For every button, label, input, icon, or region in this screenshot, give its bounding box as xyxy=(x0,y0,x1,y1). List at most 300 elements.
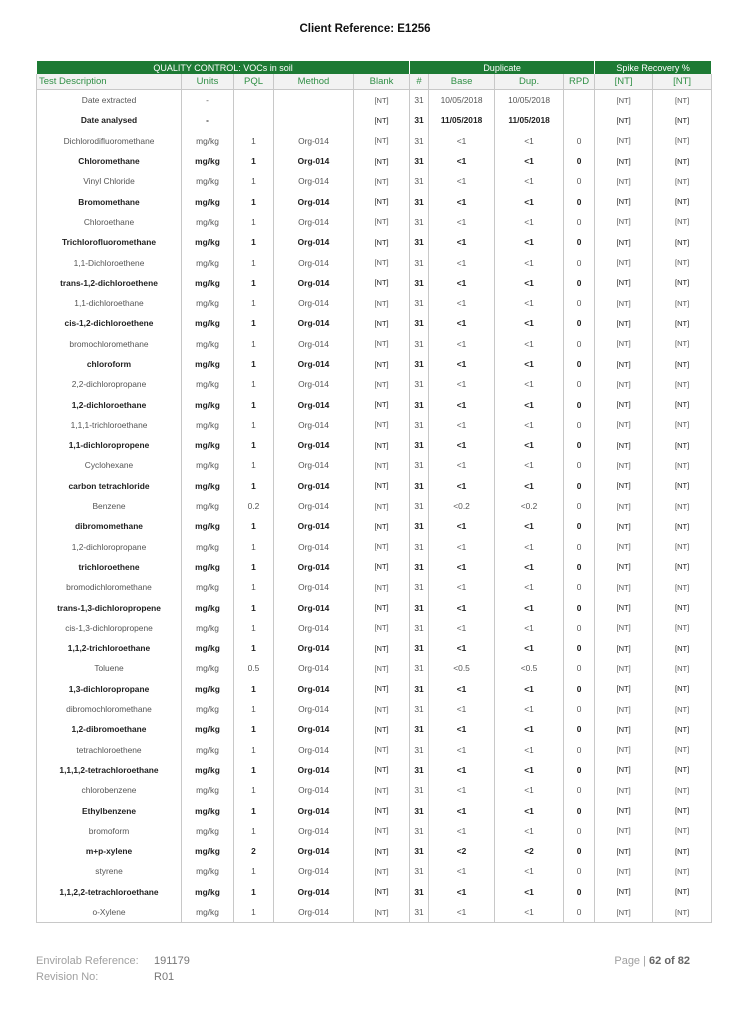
cell-spike-nt-1: [NT] xyxy=(595,679,653,699)
table-row xyxy=(37,110,712,130)
cell-pql: 1 xyxy=(234,273,274,293)
cell-blank: [NT] xyxy=(354,212,410,232)
cell-blank: [NT] xyxy=(354,658,410,678)
cell-method: Org-014 xyxy=(274,800,354,820)
table-row xyxy=(37,516,712,536)
cell-rpd: 0 xyxy=(564,719,595,739)
cell-spike-nt-1: [NT] xyxy=(595,313,653,333)
cell-pql: 1 xyxy=(234,699,274,719)
cell-blank: [NT] xyxy=(354,618,410,638)
cell-test-description: chlorobenzene xyxy=(37,780,182,800)
cell-rpd: 0 xyxy=(564,679,595,699)
cell-sample-number: 31 xyxy=(410,354,429,374)
cell-spike-nt-2: [NT] xyxy=(653,577,712,597)
cell-base: <1 xyxy=(429,273,495,293)
cell-spike-nt-2: [NT] xyxy=(653,252,712,272)
cell-spike-nt-2: [NT] xyxy=(653,740,712,760)
column-header-spike-nt-2: [NT] xyxy=(653,74,712,90)
cell-method: Org-014 xyxy=(274,902,354,923)
cell-dup: <1 xyxy=(495,273,564,293)
cell-method: Org-014 xyxy=(274,354,354,374)
cell-rpd: 0 xyxy=(564,273,595,293)
cell-dup: <2 xyxy=(495,841,564,861)
cell-pql: 1 xyxy=(234,760,274,780)
cell-rpd: 0 xyxy=(564,293,595,313)
cell-sample-number: 31 xyxy=(410,110,429,130)
column-header-base: Base xyxy=(429,74,495,90)
cell-rpd: 0 xyxy=(564,638,595,658)
cell-base: <2 xyxy=(429,841,495,861)
cell-method: Org-014 xyxy=(274,861,354,881)
table-row xyxy=(37,131,712,151)
cell-units: mg/kg xyxy=(182,516,234,536)
cell-pql: 1 xyxy=(234,861,274,881)
cell-units: mg/kg xyxy=(182,334,234,354)
cell-sample-number: 31 xyxy=(410,841,429,861)
cell-units: mg/kg xyxy=(182,476,234,496)
cell-blank: [NT] xyxy=(354,313,410,333)
table-row xyxy=(37,435,712,455)
cell-method: Org-014 xyxy=(274,882,354,902)
cell-test-description: 2,2-dichloropropane xyxy=(37,374,182,394)
cell-spike-nt-1: [NT] xyxy=(595,232,653,252)
cell-blank: [NT] xyxy=(354,800,410,820)
cell-base: <1 xyxy=(429,374,495,394)
cell-spike-nt-2: [NT] xyxy=(653,821,712,841)
cell-dup: <1 xyxy=(495,212,564,232)
cell-spike-nt-2: [NT] xyxy=(653,719,712,739)
cell-units: mg/kg xyxy=(182,882,234,902)
cell-test-description: cis-1,3-dichloropropene xyxy=(37,618,182,638)
cell-dup: <1 xyxy=(495,334,564,354)
cell-test-description: m+p-xylene xyxy=(37,841,182,861)
cell-method: Org-014 xyxy=(274,415,354,435)
table-row xyxy=(37,252,712,272)
cell-pql: 0.5 xyxy=(234,658,274,678)
cell-test-description: 1,3-dichloropropane xyxy=(37,679,182,699)
cell-dup: <1 xyxy=(495,537,564,557)
cell-spike-nt-2: [NT] xyxy=(653,841,712,861)
cell-blank: [NT] xyxy=(354,90,410,111)
spike-group-header: Spike Recovery % xyxy=(595,61,712,74)
cell-spike-nt-2: [NT] xyxy=(653,800,712,820)
cell-blank: [NT] xyxy=(354,679,410,699)
cell-units: mg/kg xyxy=(182,354,234,374)
cell-blank: [NT] xyxy=(354,597,410,617)
cell-units: mg/kg xyxy=(182,374,234,394)
cell-pql: 1 xyxy=(234,577,274,597)
cell-sample-number: 31 xyxy=(410,435,429,455)
cell-sample-number: 31 xyxy=(410,151,429,171)
cell-units: mg/kg xyxy=(182,699,234,719)
cell-dup: 10/05/2018 xyxy=(495,90,564,111)
cell-spike-nt-1: [NT] xyxy=(595,821,653,841)
cell-spike-nt-2: [NT] xyxy=(653,151,712,171)
cell-rpd: 0 xyxy=(564,780,595,800)
cell-sample-number: 31 xyxy=(410,394,429,414)
table-row xyxy=(37,90,712,111)
cell-spike-nt-2: [NT] xyxy=(653,212,712,232)
cell-pql: 1 xyxy=(234,618,274,638)
cell-method: Org-014 xyxy=(274,557,354,577)
cell-units: mg/kg xyxy=(182,191,234,211)
cell-pql: 1 xyxy=(234,191,274,211)
cell-rpd: 0 xyxy=(564,841,595,861)
cell-test-description: Chloromethane xyxy=(37,151,182,171)
cell-pql: 1 xyxy=(234,131,274,151)
cell-spike-nt-1: [NT] xyxy=(595,131,653,151)
cell-test-description: Vinyl Chloride xyxy=(37,171,182,191)
cell-dup: <0.5 xyxy=(495,658,564,678)
cell-spike-nt-1: [NT] xyxy=(595,455,653,475)
cell-sample-number: 31 xyxy=(410,638,429,658)
cell-method: Org-014 xyxy=(274,374,354,394)
cell-spike-nt-2: [NT] xyxy=(653,597,712,617)
cell-rpd: 0 xyxy=(564,861,595,881)
cell-spike-nt-1: [NT] xyxy=(595,638,653,658)
table-row xyxy=(37,476,712,496)
cell-test-description: cis-1,2-dichloroethene xyxy=(37,313,182,333)
table-row xyxy=(37,557,712,577)
cell-base: <1 xyxy=(429,212,495,232)
table-row xyxy=(37,577,712,597)
cell-sample-number: 31 xyxy=(410,679,429,699)
cell-dup: <1 xyxy=(495,435,564,455)
cell-blank: [NT] xyxy=(354,476,410,496)
table-row xyxy=(37,374,712,394)
column-header-rpd: RPD xyxy=(564,74,595,90)
cell-sample-number: 31 xyxy=(410,760,429,780)
cell-blank: [NT] xyxy=(354,841,410,861)
cell-method: Org-014 xyxy=(274,435,354,455)
cell-spike-nt-1: [NT] xyxy=(595,415,653,435)
cell-rpd: 0 xyxy=(564,374,595,394)
cell-pql: 1 xyxy=(234,679,274,699)
cell-units: mg/kg xyxy=(182,415,234,435)
cell-sample-number: 31 xyxy=(410,90,429,111)
cell-units: mg/kg xyxy=(182,679,234,699)
cell-method: Org-014 xyxy=(274,131,354,151)
cell-test-description: bromoform xyxy=(37,821,182,841)
revision-label: Revision No: xyxy=(36,971,99,983)
cell-spike-nt-1: [NT] xyxy=(595,354,653,374)
column-header-pql: PQL xyxy=(234,74,274,90)
cell-dup: <1 xyxy=(495,699,564,719)
cell-rpd: 0 xyxy=(564,232,595,252)
cell-spike-nt-2: [NT] xyxy=(653,699,712,719)
cell-base: <1 xyxy=(429,151,495,171)
table-row xyxy=(37,273,712,293)
cell-sample-number: 31 xyxy=(410,658,429,678)
cell-spike-nt-2: [NT] xyxy=(653,415,712,435)
cell-base: <1 xyxy=(429,760,495,780)
cell-blank: [NT] xyxy=(354,273,410,293)
cell-test-description: Chloroethane xyxy=(37,212,182,232)
cell-pql: 1 xyxy=(234,882,274,902)
cell-base: <1 xyxy=(429,394,495,414)
cell-sample-number: 31 xyxy=(410,719,429,739)
cell-spike-nt-2: [NT] xyxy=(653,537,712,557)
cell-sample-number: 31 xyxy=(410,516,429,536)
cell-base: <1 xyxy=(429,252,495,272)
table-row xyxy=(37,191,712,211)
cell-spike-nt-2: [NT] xyxy=(653,435,712,455)
cell-sample-number: 31 xyxy=(410,597,429,617)
cell-dup: <1 xyxy=(495,557,564,577)
cell-dup: <1 xyxy=(495,131,564,151)
cell-test-description: Date analysed xyxy=(37,110,182,130)
cell-spike-nt-2: [NT] xyxy=(653,354,712,374)
cell-rpd: 0 xyxy=(564,313,595,333)
cell-units: mg/kg xyxy=(182,658,234,678)
cell-rpd: 0 xyxy=(564,577,595,597)
cell-blank: [NT] xyxy=(354,394,410,414)
cell-base: <1 xyxy=(429,293,495,313)
cell-pql: 1 xyxy=(234,638,274,658)
cell-test-description: chloroform xyxy=(37,354,182,374)
client-reference: Client Reference: E1256 xyxy=(299,23,431,35)
cell-dup: <1 xyxy=(495,191,564,211)
table-row xyxy=(37,415,712,435)
cell-base: <1 xyxy=(429,719,495,739)
cell-dup: <1 xyxy=(495,618,564,638)
cell-sample-number: 31 xyxy=(410,740,429,760)
cell-pql xyxy=(234,90,274,111)
cell-test-description: o-Xylene xyxy=(37,902,182,923)
cell-sample-number: 31 xyxy=(410,476,429,496)
cell-method: Org-014 xyxy=(274,821,354,841)
cell-rpd xyxy=(564,90,595,111)
cell-pql: 1 xyxy=(234,415,274,435)
cell-rpd: 0 xyxy=(564,476,595,496)
cell-sample-number: 31 xyxy=(410,212,429,232)
page-prefix: Page | xyxy=(614,955,646,967)
cell-sample-number: 31 xyxy=(410,699,429,719)
cell-method: Org-014 xyxy=(274,780,354,800)
cell-dup: <1 xyxy=(495,760,564,780)
cell-units: mg/kg xyxy=(182,902,234,923)
cell-sample-number: 31 xyxy=(410,537,429,557)
cell-units: - xyxy=(182,90,234,111)
cell-method: Org-014 xyxy=(274,273,354,293)
cell-sample-number: 31 xyxy=(410,131,429,151)
cell-pql: 1 xyxy=(234,354,274,374)
cell-sample-number: 31 xyxy=(410,902,429,923)
cell-dup: <1 xyxy=(495,394,564,414)
cell-test-description: 1,2-dichloroethane xyxy=(37,394,182,414)
cell-spike-nt-1: [NT] xyxy=(595,861,653,881)
cell-rpd: 0 xyxy=(564,151,595,171)
table-row xyxy=(37,293,712,313)
cell-sample-number: 31 xyxy=(410,455,429,475)
cell-dup: <1 xyxy=(495,719,564,739)
cell-rpd: 0 xyxy=(564,252,595,272)
cell-method: Org-014 xyxy=(274,841,354,861)
cell-spike-nt-2: [NT] xyxy=(653,394,712,414)
cell-dup: <1 xyxy=(495,374,564,394)
cell-blank: [NT] xyxy=(354,882,410,902)
column-header-method: Method xyxy=(274,74,354,90)
cell-spike-nt-2: [NT] xyxy=(653,374,712,394)
cell-method: Org-014 xyxy=(274,760,354,780)
cell-pql: 0.2 xyxy=(234,496,274,516)
cell-spike-nt-2: [NT] xyxy=(653,658,712,678)
cell-dup: <1 xyxy=(495,232,564,252)
column-header-units: Units xyxy=(182,74,234,90)
table-row xyxy=(37,740,712,760)
cell-rpd: 0 xyxy=(564,537,595,557)
cell-spike-nt-1: [NT] xyxy=(595,841,653,861)
cell-base: <1 xyxy=(429,455,495,475)
cell-method: Org-014 xyxy=(274,516,354,536)
cell-blank: [NT] xyxy=(354,577,410,597)
cell-spike-nt-2: [NT] xyxy=(653,476,712,496)
cell-sample-number: 31 xyxy=(410,334,429,354)
cell-pql: 1 xyxy=(234,537,274,557)
cell-dup: <1 xyxy=(495,821,564,841)
cell-spike-nt-1: [NT] xyxy=(595,334,653,354)
cell-blank: [NT] xyxy=(354,821,410,841)
cell-test-description: Bromomethane xyxy=(37,191,182,211)
column-header-dup: Dup. xyxy=(495,74,564,90)
page-value: 62 of 82 xyxy=(649,955,690,967)
cell-blank: [NT] xyxy=(354,760,410,780)
table-row xyxy=(37,618,712,638)
cell-spike-nt-2: [NT] xyxy=(653,780,712,800)
cell-units: mg/kg xyxy=(182,780,234,800)
cell-base: <1 xyxy=(429,313,495,333)
table-row xyxy=(37,861,712,881)
footer xyxy=(36,953,190,985)
cell-sample-number: 31 xyxy=(410,415,429,435)
cell-sample-number: 31 xyxy=(410,861,429,881)
cell-rpd: 0 xyxy=(564,212,595,232)
cell-units: mg/kg xyxy=(182,273,234,293)
cell-rpd: 0 xyxy=(564,435,595,455)
cell-blank: [NT] xyxy=(354,415,410,435)
cell-spike-nt-2: [NT] xyxy=(653,90,712,111)
cell-dup: <1 xyxy=(495,780,564,800)
cell-rpd: 0 xyxy=(564,821,595,841)
page-number xyxy=(614,955,690,967)
cell-sample-number: 31 xyxy=(410,293,429,313)
cell-pql: 2 xyxy=(234,841,274,861)
cell-blank: [NT] xyxy=(354,699,410,719)
cell-base: <1 xyxy=(429,334,495,354)
cell-blank: [NT] xyxy=(354,638,410,658)
cell-method: Org-014 xyxy=(274,719,354,739)
cell-units: mg/kg xyxy=(182,821,234,841)
cell-pql: 1 xyxy=(234,455,274,475)
cell-base: <1 xyxy=(429,131,495,151)
cell-blank: [NT] xyxy=(354,252,410,272)
cell-spike-nt-2: [NT] xyxy=(653,496,712,516)
cell-spike-nt-1: [NT] xyxy=(595,699,653,719)
cell-base: <0.2 xyxy=(429,496,495,516)
cell-blank: [NT] xyxy=(354,374,410,394)
cell-units: mg/kg xyxy=(182,131,234,151)
cell-dup: <1 xyxy=(495,902,564,923)
cell-test-description: 1,1,2,2-tetrachloroethane xyxy=(37,882,182,902)
cell-blank: [NT] xyxy=(354,131,410,151)
cell-base: <1 xyxy=(429,861,495,881)
cell-pql: 1 xyxy=(234,313,274,333)
cell-base: <1 xyxy=(429,171,495,191)
column-header-sample-number: # xyxy=(410,74,429,90)
cell-base: <1 xyxy=(429,882,495,902)
cell-pql: 1 xyxy=(234,151,274,171)
cell-units: mg/kg xyxy=(182,719,234,739)
table-row xyxy=(37,537,712,557)
cell-pql: 1 xyxy=(234,780,274,800)
cell-rpd: 0 xyxy=(564,394,595,414)
cell-pql: 1 xyxy=(234,719,274,739)
cell-base: <1 xyxy=(429,902,495,923)
cell-base: 10/05/2018 xyxy=(429,90,495,111)
cell-spike-nt-1: [NT] xyxy=(595,212,653,232)
column-header-test-description: Test Description xyxy=(37,74,182,90)
table-row xyxy=(37,658,712,678)
cell-dup: <1 xyxy=(495,577,564,597)
cell-test-description: tetrachloroethene xyxy=(37,740,182,760)
cell-rpd: 0 xyxy=(564,618,595,638)
cell-spike-nt-1: [NT] xyxy=(595,191,653,211)
table-row xyxy=(37,902,712,923)
cell-method: Org-014 xyxy=(274,537,354,557)
table-row xyxy=(37,882,712,902)
cell-spike-nt-2: [NT] xyxy=(653,618,712,638)
cell-blank: [NT] xyxy=(354,861,410,881)
table-row xyxy=(37,496,712,516)
cell-units: mg/kg xyxy=(182,232,234,252)
cell-method: Org-014 xyxy=(274,313,354,333)
cell-pql: 1 xyxy=(234,334,274,354)
cell-spike-nt-2: [NT] xyxy=(653,131,712,151)
cell-rpd: 0 xyxy=(564,516,595,536)
cell-rpd: 0 xyxy=(564,597,595,617)
cell-method: Org-014 xyxy=(274,151,354,171)
cell-pql: 1 xyxy=(234,821,274,841)
cell-test-description: 1,2-dibromoethane xyxy=(37,719,182,739)
cell-dup: 11/05/2018 xyxy=(495,110,564,130)
cell-units: mg/kg xyxy=(182,394,234,414)
cell-base: <1 xyxy=(429,597,495,617)
cell-method: Org-014 xyxy=(274,455,354,475)
envirolab-reference-value: 191179 xyxy=(154,955,190,967)
cell-blank: [NT] xyxy=(354,455,410,475)
cell-sample-number: 31 xyxy=(410,800,429,820)
cell-test-description: 1,1-Dichloroethene xyxy=(37,252,182,272)
cell-test-description: trans-1,3-dichloropropene xyxy=(37,597,182,617)
cell-spike-nt-2: [NT] xyxy=(653,638,712,658)
cell-method: Org-014 xyxy=(274,658,354,678)
cell-units: mg/kg xyxy=(182,800,234,820)
cell-spike-nt-1: [NT] xyxy=(595,374,653,394)
cell-dup: <1 xyxy=(495,354,564,374)
cell-method: Org-014 xyxy=(274,679,354,699)
table-row xyxy=(37,394,712,414)
table-row xyxy=(37,455,712,475)
cell-sample-number: 31 xyxy=(410,577,429,597)
cell-pql: 1 xyxy=(234,557,274,577)
cell-method: Org-014 xyxy=(274,293,354,313)
cell-units: mg/kg xyxy=(182,760,234,780)
cell-pql: 1 xyxy=(234,597,274,617)
cell-sample-number: 31 xyxy=(410,618,429,638)
cell-method xyxy=(274,110,354,130)
cell-dup: <1 xyxy=(495,516,564,536)
cell-pql: 1 xyxy=(234,252,274,272)
